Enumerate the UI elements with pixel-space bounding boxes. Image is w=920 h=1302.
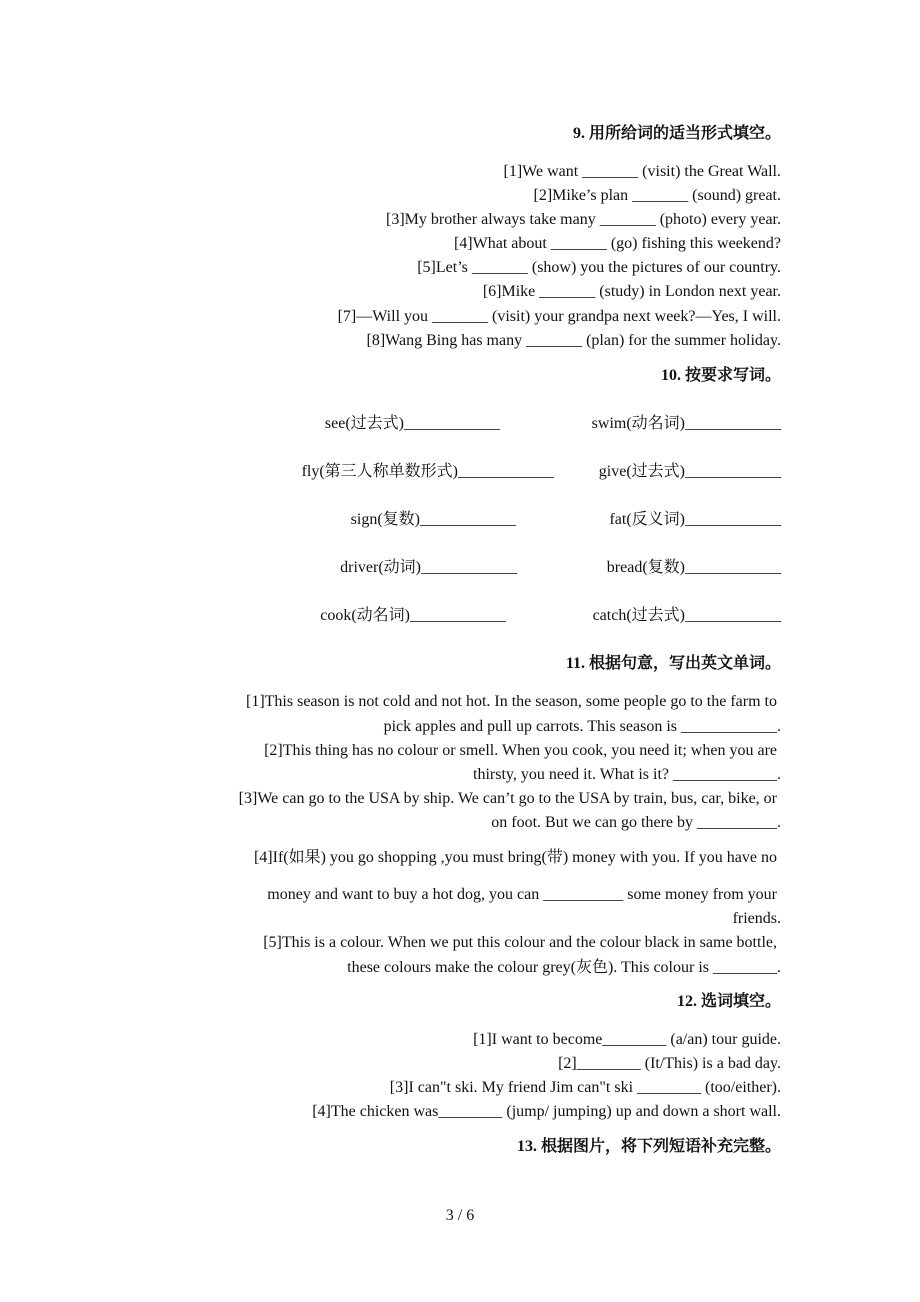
section-9-item-6: [6]Mike _______ (study) in London next year. — [482, 283, 781, 300]
word-task-1-right: swim(动名词)____________ — [591, 415, 781, 432]
section-12-item-4: [4]The chicken was________ (jump/ jumping) up and down a short wall. — [312, 1103, 781, 1120]
section-12-item-3: [3]I can"t ski. My friend Jim can"t ski ________ (too/either). — [389, 1079, 781, 1096]
section-12-heading: 12. 选词填空。 — [676, 993, 781, 1010]
word-task-2-right: give(过去式)____________ — [598, 463, 781, 480]
section-9-item-8: [8]Wang Bing has many _______ (plan) for the summer holiday. — [366, 332, 781, 349]
section-9-item-2: [2]Mike’s plan _______ (sound) great. — [533, 187, 781, 204]
word-task-4-left: driver(动词)____________ — [340, 559, 517, 576]
section-11-line-6: on foot. But we can go there by __________. — [491, 814, 781, 831]
section-9-item-1: [1]We want _______ (visit) the Great Wall. — [503, 163, 781, 180]
page-number: 3 / 6 — [445, 1207, 475, 1224]
section-11-line-3: [2]This thing has no colour or smell. When you cook, you need it; when you are — [264, 742, 777, 759]
section-9-item-5: [5]Let’s _______ (show) you the pictures of our country. — [417, 259, 781, 276]
section-11-heading: 11. 根据句意，写出英文单词。 — [565, 655, 781, 672]
section-11-line-5: [3]We can go to the USA by ship. We can’t go to the USA by train, bus, car, bike, or — [238, 790, 777, 807]
word-task-5-left: cook(动名词)____________ — [320, 607, 506, 624]
word-task-5-right: catch(过去式)____________ — [592, 607, 781, 624]
section-11-line-9: friends. — [732, 910, 781, 927]
section-11-line-8: money and want to buy a hot dog, you can __________ some money from your — [267, 886, 777, 903]
section-11-line-2: pick apples and pull up carrots. This season is ____________. — [383, 718, 781, 735]
section-11-line-10: [5]This is a colour. When we put this colour and the colour black in same bottle, — [263, 934, 777, 951]
word-task-4-right: bread(复数)____________ — [606, 559, 781, 576]
section-11-line-1: [1]This season is not cold and not hot. In the season, some people go to the farm to — [245, 693, 777, 710]
word-task-3-left: sign(复数)____________ — [350, 511, 516, 528]
section-11-line-7: [4]If(如果) you go shopping ,you must bring(带) money with you. If you have no — [253, 849, 777, 866]
section-11-line-11: these colours make the colour grey(灰色). This colour is ________. — [347, 959, 781, 976]
section-9-heading: 9. 用所给词的适当形式填空。 — [572, 125, 781, 142]
section-9-item-4: [4]What about _______ (go) fishing this weekend? — [453, 235, 781, 252]
section-12-item-2: [2]________ (It/This) is a bad day. — [558, 1055, 781, 1072]
section-11-line-4: thirsty, you need it. What is it? _____________. — [473, 766, 781, 783]
section-10-heading: 10. 按要求写词。 — [660, 367, 781, 384]
word-task-1-left: see(过去式)____________ — [324, 415, 500, 432]
word-task-3-right: fat(反义词)____________ — [609, 511, 781, 528]
section-13-heading: 13. 根据图片，将下列短语补充完整。 — [516, 1138, 781, 1155]
word-task-2-left: fly(第三人称单数形式)____________ — [301, 463, 554, 480]
section-9-item-3: [3]My brother always take many _______ (photo) every year. — [386, 211, 781, 228]
section-9-item-7: [7]—Will you _______ (visit) your grandpa next week?—Yes, I will. — [337, 308, 781, 325]
section-12-item-1: [1]I want to become________ (a/an) tour guide. — [473, 1031, 781, 1048]
